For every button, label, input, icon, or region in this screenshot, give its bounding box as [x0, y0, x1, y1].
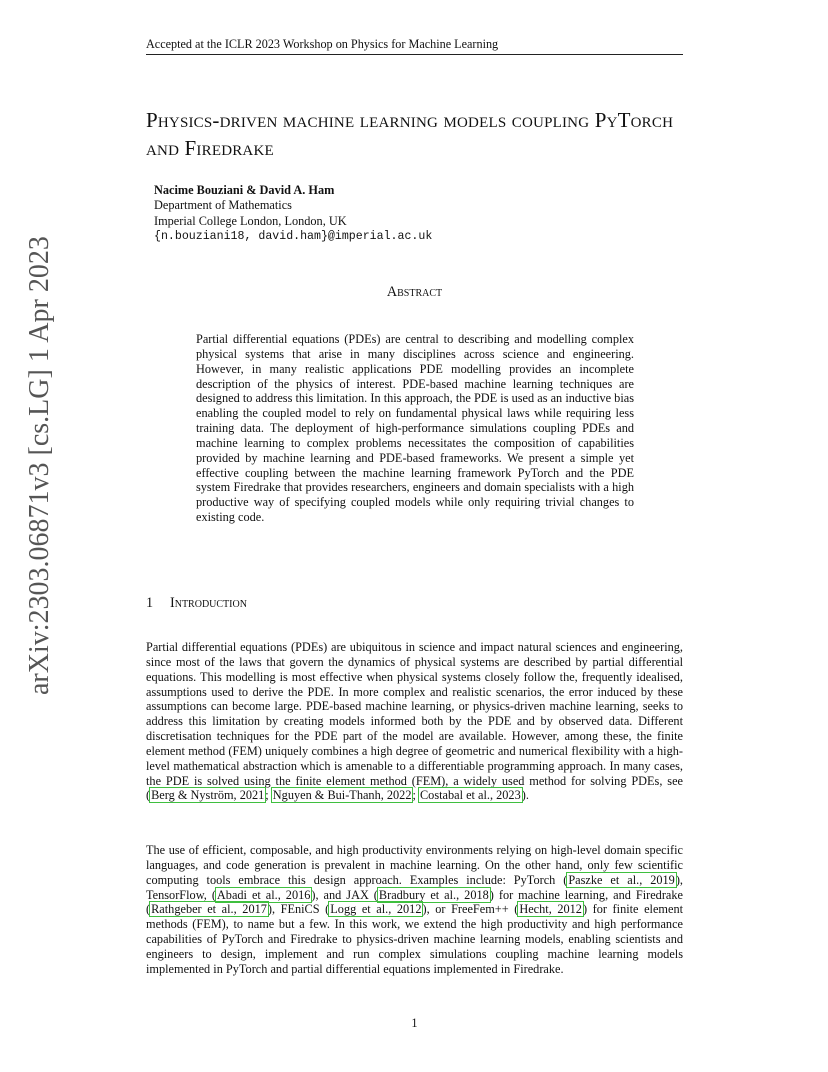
paragraph-text: ), FEniCS (: [267, 902, 330, 917]
citation-separator: ;: [265, 788, 272, 803]
intro-paragraph-1: [146, 640, 683, 803]
author-institution: Imperial College London, London, UK: [154, 213, 347, 228]
paragraph-text: ), TensorFlow, (: [146, 872, 683, 902]
section-number: 1: [146, 595, 154, 611]
author-block: [154, 183, 654, 245]
author-department: Department of Mathematics: [154, 198, 292, 213]
author-names: Nacime Bouziani & David A. Ham: [154, 183, 335, 197]
citation-link[interactable]: Logg et al., 2012: [330, 902, 422, 917]
paragraph-text: ) for finite element methods (FEM), to name but a few. In this work, we extend the high productivity and high performance capabilities of PyTorch and Firedrake to physics-driven machine learning models, enabling scientists and engineers to design, implement and run complex simulations coupling machine learning models implemented in PyTorch and partial differential equations implemented in Firedrake.: [146, 902, 684, 976]
abstract-text: Partial differential equations (PDEs) are central to describing and modelling complex physical systems that arise in many disciplines across science and engineering. However, in many realistic applications PDE modelling provides an incomplete description of the physics of interest. PDE-based machine learning techniques are designed to address this limitation. In this approach, the PDE is used as an inductive bias enabling the coupled model to rely on fundamental physical laws while requiring less training data. The deployment of high-performance simulations coupling PDEs and machine learning to complex problems necessitates the composition of capabilities provided by machine learning and PDE-based frameworks. We present a simple yet effective coupling between the machine learning framework PyTorch and the PDE system Firedrake that provides researchers, engineers and domain specialists with a high productive way of specifying coupled models while only requiring trivial changes to existing code.: [196, 332, 634, 525]
paragraph-text: Partial differential equations (PDEs) are ubiquitous in science and impact natural sciences and engineering, since most of the laws that govern the dynamics of physical systems are described by partial differential equations. This modelling is most effective when physical systems closely follow the, frequently idealised, assumptions used to derive the PDE. In more complex and realistic scenarios, the error induced by these assumptions can become large. PDE-based machine learning, or physics-driven machine learning, seeks to address this limitation by creating models informed both by the PDE and by observed data. Different discretisation techniques for the PDE part of the model are available. However, among these, the finite element method (FEM) uniquely combines a high degree of geometric and numerical flexibility with a high-level mathematical abstraction which is amenable to a differentiable programming approach. In many cases, the PDE is solved using the finite element method (FEM), a widely used method for solving PDEs, see (: [146, 640, 683, 803]
citation-link[interactable]: Berg & Nyström, 2021: [151, 788, 265, 803]
paragraph-text: ) for machine learning, and Firedrake (: [146, 887, 683, 917]
paragraph-text: The use of efficient, composable, and high productivity environments relying on high-level domain specific languages, and code generation is prevalent in machine learning. On the other hand, only few scientific computing tools embrace this design approach. Examples include: PyTorch (: [146, 843, 683, 887]
citation-separator: ;: [412, 788, 419, 803]
section-heading-introduction: [146, 594, 683, 612]
citation-link[interactable]: Nguyen & Bui-Thanh, 2022: [272, 788, 412, 803]
citation-link[interactable]: Bradbury et al., 2018: [378, 887, 489, 902]
section-title: Introduction: [170, 595, 247, 611]
arxiv-id[interactable]: arXiv:2303.06871v3 [cs.LG] 1 Apr 2023: [24, 236, 55, 695]
citation-link[interactable]: Rathgeber et al., 2017: [151, 902, 267, 917]
paragraph-text: ), or FreeFem++ (: [422, 902, 519, 917]
citation-link[interactable]: Hecht, 2012: [519, 902, 582, 917]
intro-paragraph-2: [146, 843, 683, 977]
citation-link[interactable]: Paszke et al., 2019: [568, 872, 675, 887]
paragraph-text: ).: [521, 788, 529, 803]
paper-title: Physics-driven machine learning models coupling PyTorch and Firedrake: [146, 108, 674, 160]
author-email[interactable]: {n.bouziani18, david.ham}@imperial.ac.uk: [154, 230, 433, 244]
page-number: 1: [411, 1016, 418, 1030]
paragraph-text: ), and JAX (: [311, 887, 378, 902]
citation-link[interactable]: Abadi et al., 2016: [216, 887, 311, 902]
running-header: Accepted at the ICLR 2023 Workshop on Physics for Machine Learning: [146, 36, 683, 55]
abstract-heading: Abstract: [386, 284, 443, 300]
citation-link[interactable]: Costabal et al., 2023: [419, 788, 521, 803]
